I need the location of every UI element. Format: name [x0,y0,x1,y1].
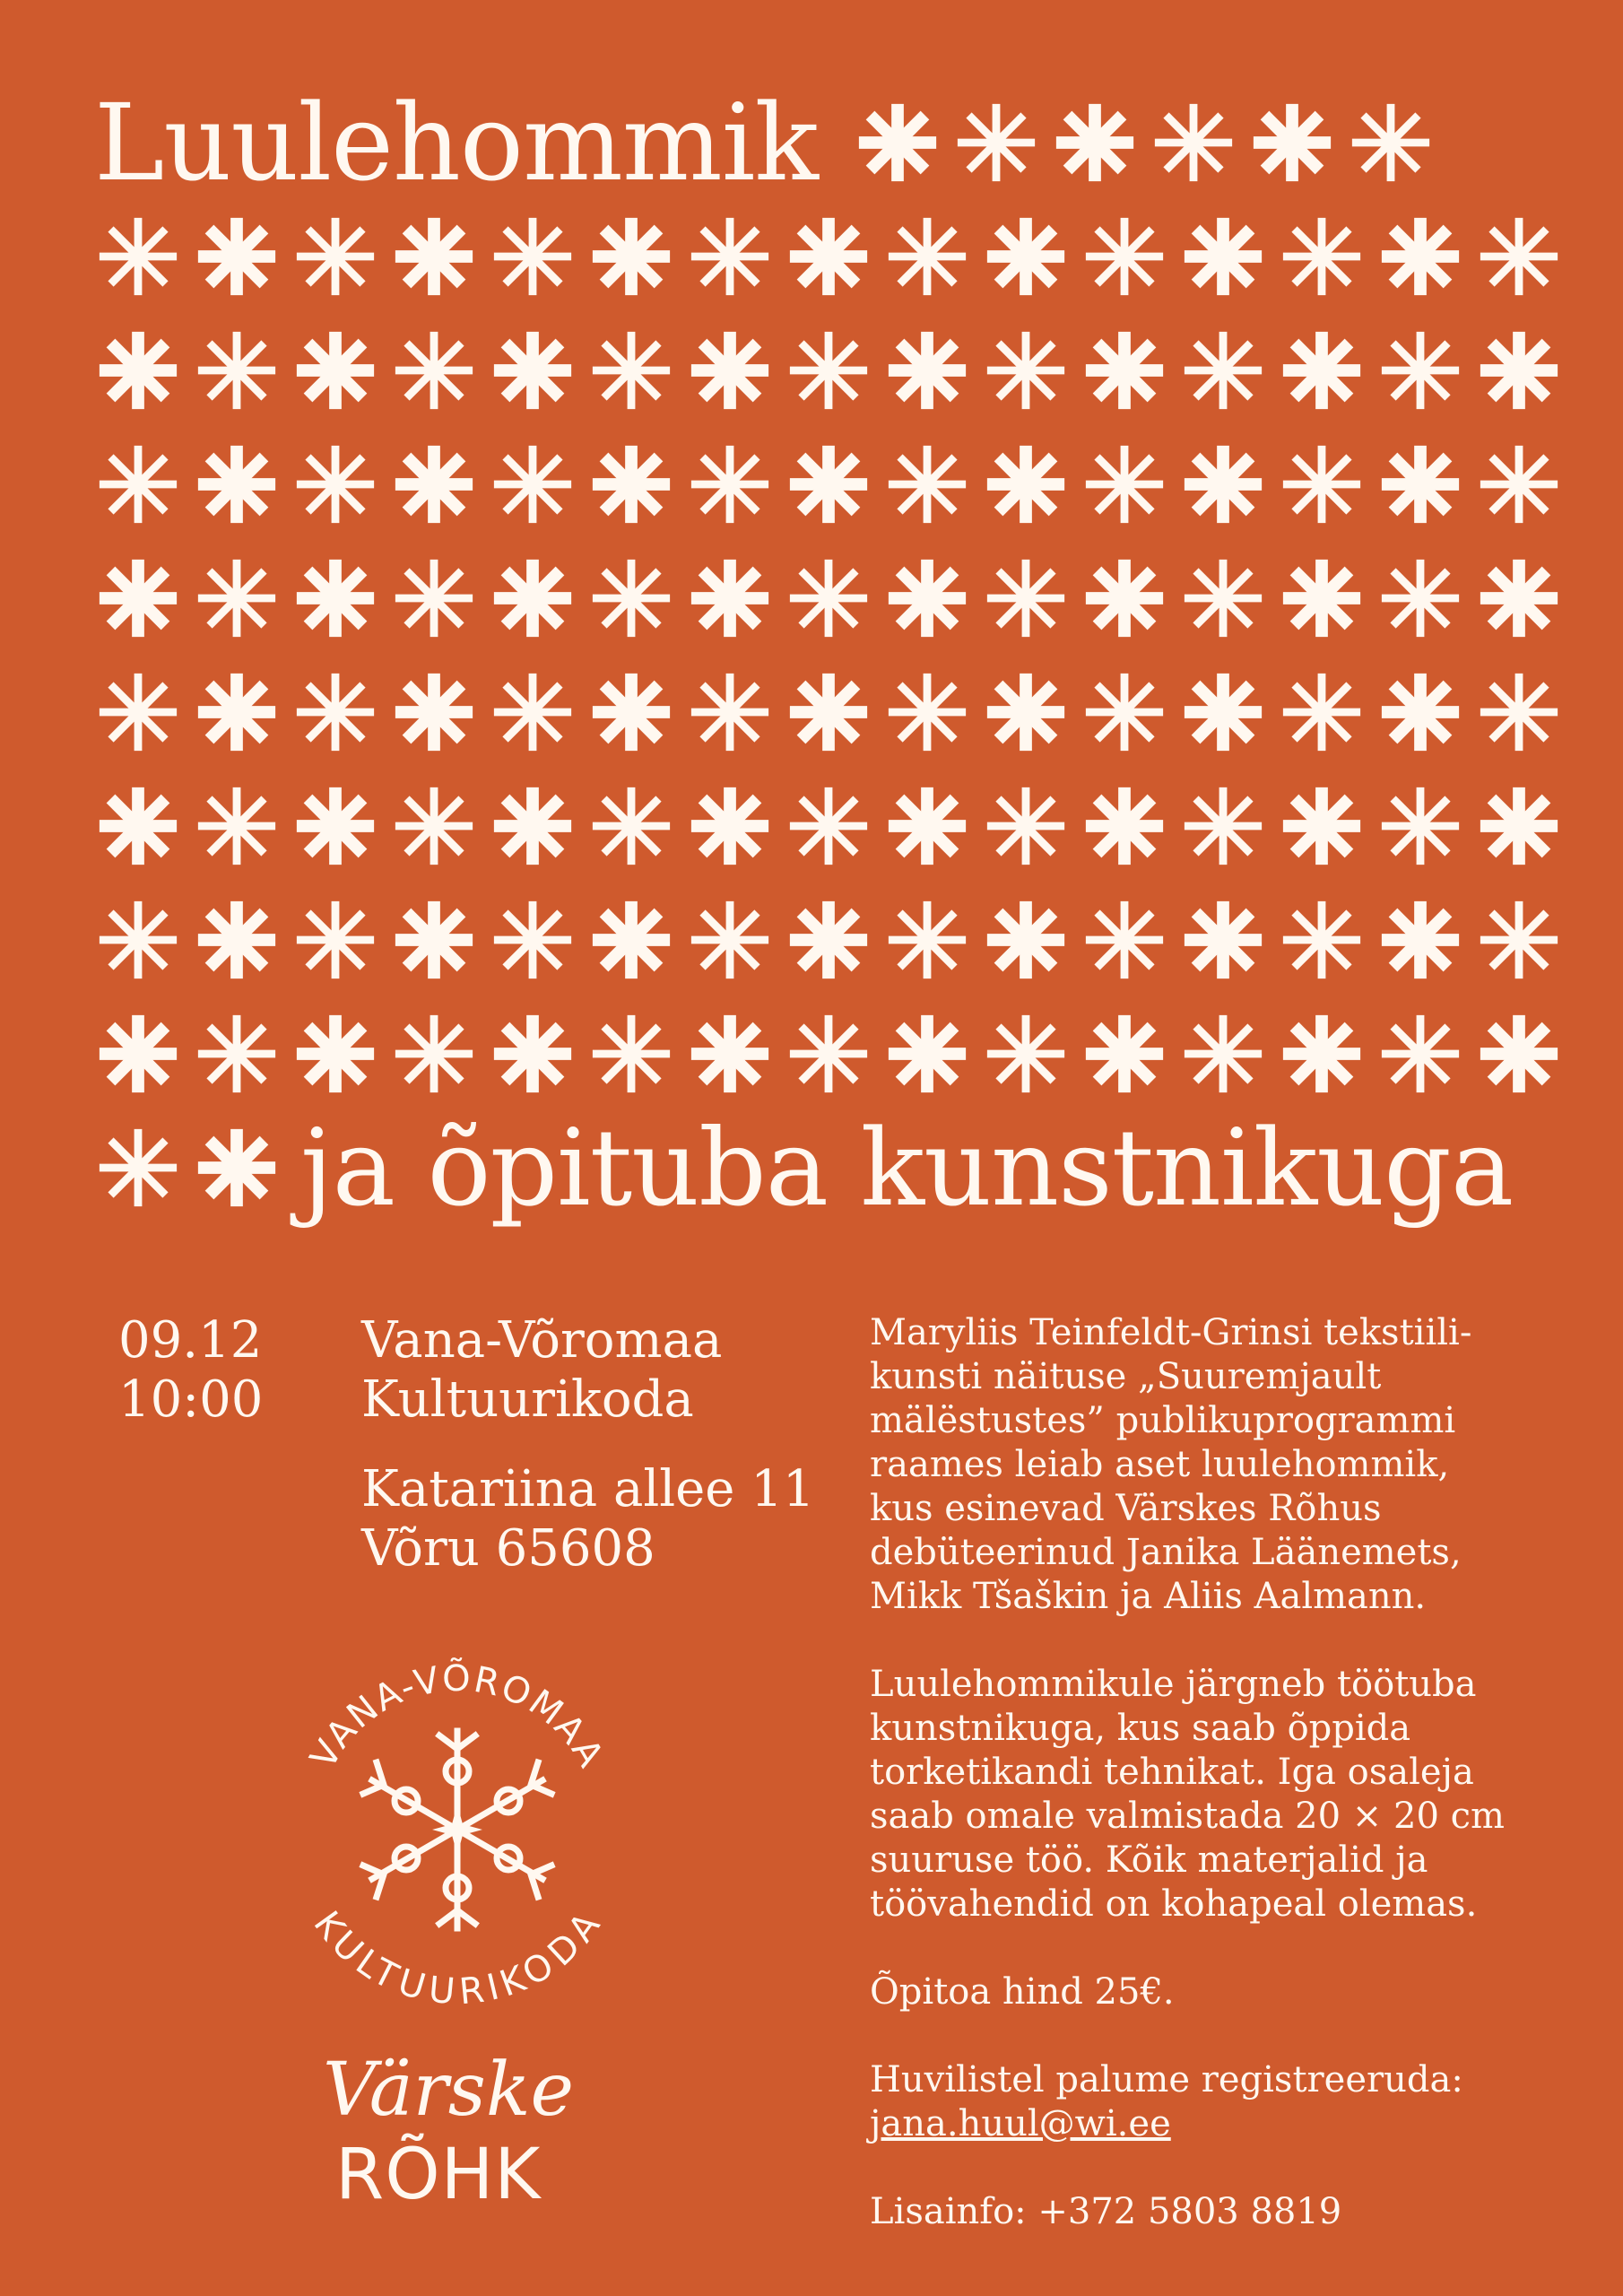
asterisk-star-icon [193,1124,281,1212]
title-end: ja õpituba kunstnikuga [300,1105,1514,1230]
asterisk-star-icon [982,554,1070,642]
asterisk-star-icon [686,554,774,642]
asterisk-star-icon [785,554,872,642]
asterisk-star-icon [1278,213,1366,300]
asterisk-star-icon [1179,668,1267,756]
asterisk-star-icon [193,440,281,528]
asterisk-star-icon [94,1010,182,1098]
asterisk-star-icon [883,668,971,756]
asterisk-star-icon [1179,213,1267,300]
title-start: Luulehommik [94,80,818,204]
asterisk-star-icon [587,896,675,984]
asterisk-star-icon [1278,668,1366,756]
logo-ring-bottom-text: KULTUURIKODA [305,1903,610,2009]
stars-row [94,655,1565,769]
hero-title-block [94,80,1565,1230]
asterisk-star-icon [1179,326,1267,414]
asterisk-star-icon [291,326,379,414]
asterisk-star-icon [1376,213,1464,300]
asterisk-star-icon [854,99,942,187]
asterisk-star-icon [1081,554,1168,642]
stars-group [94,896,1574,984]
asterisk-star-icon [1081,440,1168,528]
asterisk-star-icon [390,1010,478,1098]
register-text: Huvilistel palume registreeruda: [870,2059,1463,2100]
asterisk-star-icon [1376,554,1464,642]
stars-row [94,769,1565,883]
asterisk-star-icon [193,896,281,984]
asterisk-star-icon [686,1010,774,1098]
info-text: Lisainfo: +372 5803 8819 [870,2191,1342,2232]
asterisk-star-icon [1376,1010,1464,1098]
asterisk-star-icon [1278,440,1366,528]
asterisk-star-icon [390,213,478,300]
email-link[interactable]: jana.huul@wi.ee [870,2103,1171,2144]
stars-row [94,996,1565,1110]
text-line: Luulehommikule järgneb töötuba [870,1664,1477,1705]
asterisk-star-icon [686,668,774,756]
asterisk-star-icon [883,896,971,984]
event-time: 10:00 [118,1370,264,1429]
asterisk-star-icon [1081,896,1168,984]
asterisk-star-icon [1150,99,1237,187]
asterisk-star-icon [1376,326,1464,414]
asterisk-star-icon [587,668,675,756]
asterisk-star-icon [686,326,774,414]
asterisk-star-icon [952,99,1040,187]
asterisk-star-icon [1278,554,1366,642]
asterisk-star-icon [1475,440,1563,528]
stars-group [94,668,1574,756]
event-date: 09.12 [118,1311,263,1370]
varske-rohk-logo [323,2048,610,2215]
stars-group [94,782,1574,870]
asterisk-star-icon [390,782,478,870]
asterisk-star-icon [291,896,379,984]
asterisk-star-icon [1475,1010,1563,1098]
asterisk-star-icon [1179,440,1267,528]
text-line: saab omale valmistada 20 × 20 cm [870,1796,1505,1837]
asterisk-star-icon [489,668,577,756]
stars-group [94,1010,1574,1098]
asterisk-star-icon [390,554,478,642]
vana-voromaa-kultuurikoda-logo [278,1650,637,2009]
asterisk-star-icon [587,213,675,300]
text-line: raames leiab aset luulehommik, [870,1444,1450,1485]
asterisk-star-icon [291,440,379,528]
asterisk-star-icon [1081,213,1168,300]
asterisk-star-icon [489,782,577,870]
asterisk-star-icon [489,1010,577,1098]
asterisk-star-icon [982,326,1070,414]
asterisk-star-icon [489,440,577,528]
asterisk-star-icon [982,668,1070,756]
asterisk-star-icon [1475,213,1563,300]
stars-group [94,440,1574,528]
title-row-1 [94,80,1565,204]
asterisk-star-icon [291,1010,379,1098]
asterisk-star-icon [291,213,379,300]
asterisk-star-icon [1179,1010,1267,1098]
text-line: mälëstustes” publikuprogrammi [870,1400,1456,1441]
stars-row [94,427,1565,541]
asterisk-star-icon [193,554,281,642]
asterisk-star-icon [193,213,281,300]
star-rows [94,199,1565,1110]
asterisk-star-icon [390,440,478,528]
asterisk-star-icon [193,326,281,414]
stars-row [94,313,1565,427]
asterisk-star-icon [686,896,774,984]
asterisk-star-icon [94,896,182,984]
venue-block [361,1311,815,1578]
asterisk-star-icon [1475,554,1563,642]
asterisk-star-icon [883,326,971,414]
asterisk-star-icon [489,554,577,642]
asterisk-star-icon [982,1010,1070,1098]
asterisk-star-icon [587,782,675,870]
text-line: Maryliis Teinfeldt-Grinsi tekstiili- [870,1312,1472,1353]
text-line: suuruse töö. Kõik materjalid ja [870,1839,1428,1881]
text-line: kus esinevad Värskes Rõhus [870,1488,1382,1529]
asterisk-star-icon [785,1010,872,1098]
asterisk-star-icon [1248,99,1336,187]
text-line: töövahendid on kohapeal olemas. [870,1883,1478,1925]
asterisk-star-icon [883,213,971,300]
logo-rohk: RÕHK [335,2135,542,2215]
asterisk-star-icon [193,668,281,756]
asterisk-star-icon [587,440,675,528]
asterisk-star-icon [489,326,577,414]
asterisk-star-icon [1475,896,1563,984]
registration [870,2058,1551,2146]
asterisk-star-icon [94,440,182,528]
venue-line2: Kultuurikoda [361,1370,694,1429]
asterisk-star-icon [291,782,379,870]
address [361,1460,815,1578]
asterisk-star-icon [1475,326,1563,414]
asterisk-star-icon [982,440,1070,528]
stars-group [94,326,1574,414]
asterisk-star-icon [982,782,1070,870]
asterisk-star-icon [785,213,872,300]
asterisk-star-icon [390,896,478,984]
asterisk-star-icon [1081,326,1168,414]
logo-ring-top-text: VANA-VÕROMAA [302,1657,612,1776]
asterisk-star-icon [94,554,182,642]
description-paragraph-1 [870,1311,1551,1619]
asterisk-star-icon [587,1010,675,1098]
asterisk-star-icon [883,1010,971,1098]
stars-group [94,554,1574,642]
asterisk-star-icon [1081,668,1168,756]
asterisk-star-icon [686,782,774,870]
asterisk-star-icon [982,213,1070,300]
description-block [870,1311,1551,2278]
text-line: torketikandi tehnikat. Iga osaleja [870,1752,1474,1793]
asterisk-star-icon [587,554,675,642]
asterisk-star-icon [686,440,774,528]
asterisk-star-icon [94,326,182,414]
asterisk-star-icon [291,554,379,642]
text-line: kunstnikuga, kus saab õppida [870,1708,1411,1749]
asterisk-star-icon [883,554,971,642]
text-line: debüteerinud Janika Läänemets, [870,1532,1462,1573]
asterisk-star-icon [785,440,872,528]
asterisk-star-icon [1278,896,1366,984]
asterisk-star-icon [94,213,182,300]
asterisk-star-icon [785,668,872,756]
asterisk-star-icon [1376,440,1464,528]
asterisk-star-icon [193,1010,281,1098]
asterisk-star-icon [1475,782,1563,870]
asterisk-star-icon [390,668,478,756]
asterisk-star-icon [193,782,281,870]
asterisk-star-icon [1179,782,1267,870]
asterisk-star-icon [489,896,577,984]
asterisk-star-icon [291,668,379,756]
asterisk-star-icon [94,1124,182,1212]
asterisk-star-icon [1278,1010,1366,1098]
price-text: Õpitoa hind 25€. [870,1971,1175,2013]
asterisk-star-icon [1376,896,1464,984]
asterisk-star-icon [489,213,577,300]
asterisk-star-icon [1081,782,1168,870]
text-line: kunsti näituse „Suuremjault [870,1356,1382,1397]
stars-row [94,1124,291,1212]
asterisk-star-icon [94,668,182,756]
address-line2: Võru 65608 [361,1519,655,1578]
stars-row [854,99,1445,187]
date-time-block [118,1311,263,1430]
asterisk-star-icon [1179,896,1267,984]
stars-group [94,213,1574,300]
asterisk-star-icon [587,326,675,414]
center-star-icon [432,1805,482,1855]
asterisk-star-icon [1376,668,1464,756]
stars-row [94,541,1565,655]
asterisk-star-icon [785,896,872,984]
asterisk-star-icon [1179,554,1267,642]
address-line1: Katariina allee 11 [361,1460,815,1518]
asterisk-star-icon [94,782,182,870]
asterisk-star-icon [686,213,774,300]
asterisk-star-icon [390,326,478,414]
title-row-last [94,1105,1565,1230]
asterisk-star-icon [883,782,971,870]
asterisk-star-icon [1278,326,1366,414]
asterisk-star-icon [1278,782,1366,870]
asterisk-star-icon [1347,99,1435,187]
asterisk-star-icon [1051,99,1139,187]
asterisk-star-icon [785,326,872,414]
logo-varske: Värske [323,2048,575,2133]
text-line: Mikk Tšaškin ja Aliis Aalmann. [870,1576,1427,1617]
asterisk-star-icon [1475,668,1563,756]
stars-row [94,199,1565,313]
asterisk-star-icon [1081,1010,1168,1098]
asterisk-star-icon [982,896,1070,984]
asterisk-star-icon [883,440,971,528]
stars-row [94,883,1565,996]
asterisk-star-icon [1376,782,1464,870]
description-paragraph-2 [870,1663,1551,1926]
venue-line1: Vana-Võromaa [361,1311,723,1370]
asterisk-star-icon [785,782,872,870]
